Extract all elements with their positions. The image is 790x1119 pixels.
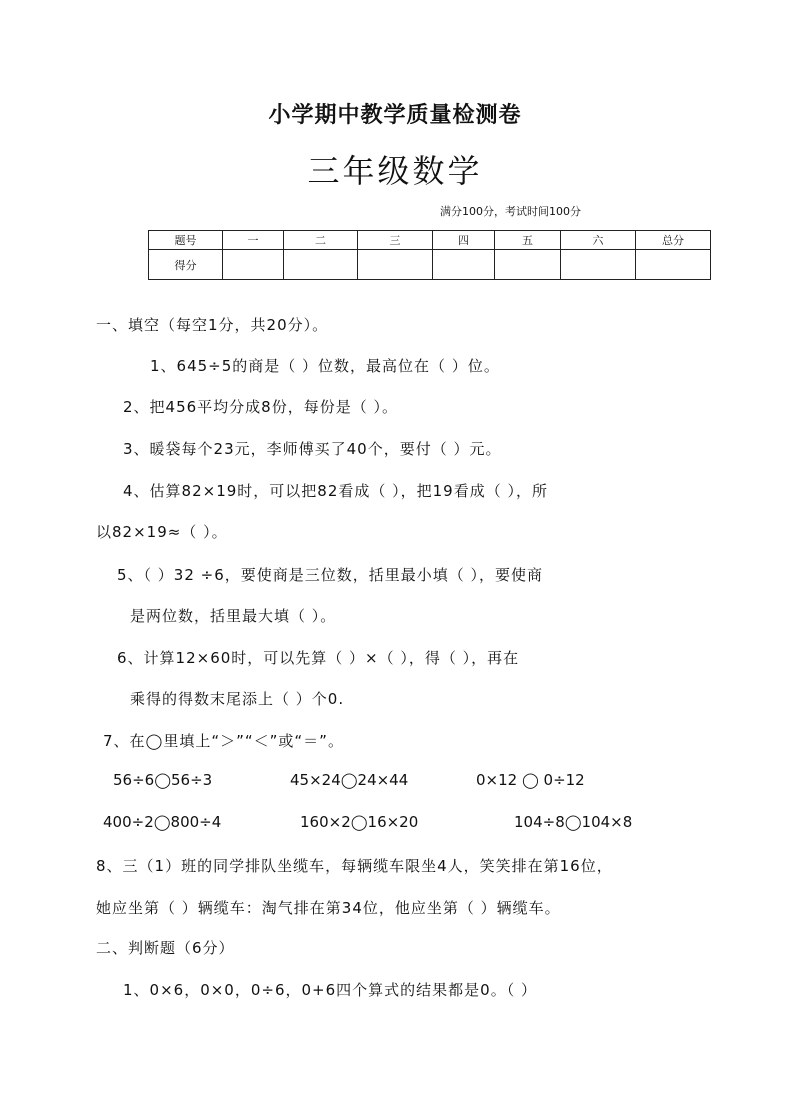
score-header-cell: 四	[433, 231, 495, 250]
score-table-score-row	[149, 250, 711, 280]
compare-item: 0×12 ◯ 0÷12	[476, 771, 585, 789]
score-cell[interactable]	[495, 250, 561, 280]
score-cell[interactable]	[433, 250, 495, 280]
score-row-label: 得分	[149, 250, 223, 280]
judgement-question-1: 1、0×6，0×0，0÷6，0+6四个算式的结果都是0。（ ）	[123, 981, 537, 999]
score-cell[interactable]	[284, 250, 358, 280]
question-2: 2、把456平均分成8份，每份是（ ）。	[123, 398, 398, 416]
question-4-line-2: 以82×19≈（ ）。	[96, 523, 228, 541]
exam-subtitle: 三年级数学	[307, 152, 483, 190]
exam-meta: 满分100分，考试时间100分	[440, 205, 581, 218]
question-6-line-1: 6、计算12×60时，可以先算（ ）×（ ），得（ ），再在	[117, 649, 520, 667]
score-cell[interactable]	[358, 250, 433, 280]
question-8-line-1: 8、三（1）班的同学排队坐缆车，每辆缆车限坐4人，笑笑排在第16位，	[96, 857, 613, 875]
score-header-cell: 题号	[149, 231, 223, 250]
score-table	[148, 230, 711, 280]
score-cell[interactable]	[636, 250, 711, 280]
compare-item: 56÷6◯56÷3	[113, 771, 213, 789]
score-header-cell: 六	[561, 231, 636, 250]
question-5-line-1: 5、（ ）32 ÷6，要使商是三位数，括里最小填（ ），要使商	[117, 566, 544, 584]
question-1: 1、645÷5的商是（ ）位数，最高位在（ ）位。	[150, 357, 500, 375]
score-header-cell: 一	[223, 231, 284, 250]
section-2-heading: 二、判断题（6分）	[96, 939, 235, 957]
score-header-cell: 三	[358, 231, 433, 250]
exam-title: 小学期中教学质量检测卷	[268, 103, 522, 128]
score-header-cell: 五	[495, 231, 561, 250]
question-7: 7、在◯里填上“＞”“＜”或“＝”。	[103, 732, 344, 750]
compare-item: 45×24◯24×44	[290, 771, 409, 789]
section-1-heading: 一、填空（每空1分，共20分）。	[96, 316, 329, 334]
compare-item: 160×2◯16×20	[300, 813, 419, 831]
question-5-line-2: 是两位数，括里最大填（ ）。	[130, 607, 337, 625]
score-table-header-row	[149, 231, 711, 250]
score-header-cell: 二	[284, 231, 358, 250]
compare-item: 400÷2◯800÷4	[103, 813, 222, 831]
score-header-cell: 总分	[636, 231, 711, 250]
question-3: 3、暖袋每个23元，李师傅买了40个，要付（ ）元。	[123, 440, 502, 458]
question-8-line-2: 她应坐第（ ）辆缆车：淘气排在第34位，他应坐第（ ）辆缆车。	[96, 899, 561, 917]
question-4-line-1: 4、估算82×19时，可以把82看成（ ），把19看成（ ），所	[123, 482, 548, 500]
question-6-line-2: 乘得的得数末尾添上（ ）个0.	[130, 690, 345, 708]
score-cell[interactable]	[223, 250, 284, 280]
score-cell[interactable]	[561, 250, 636, 280]
compare-item: 104÷8◯104×8	[514, 813, 633, 831]
